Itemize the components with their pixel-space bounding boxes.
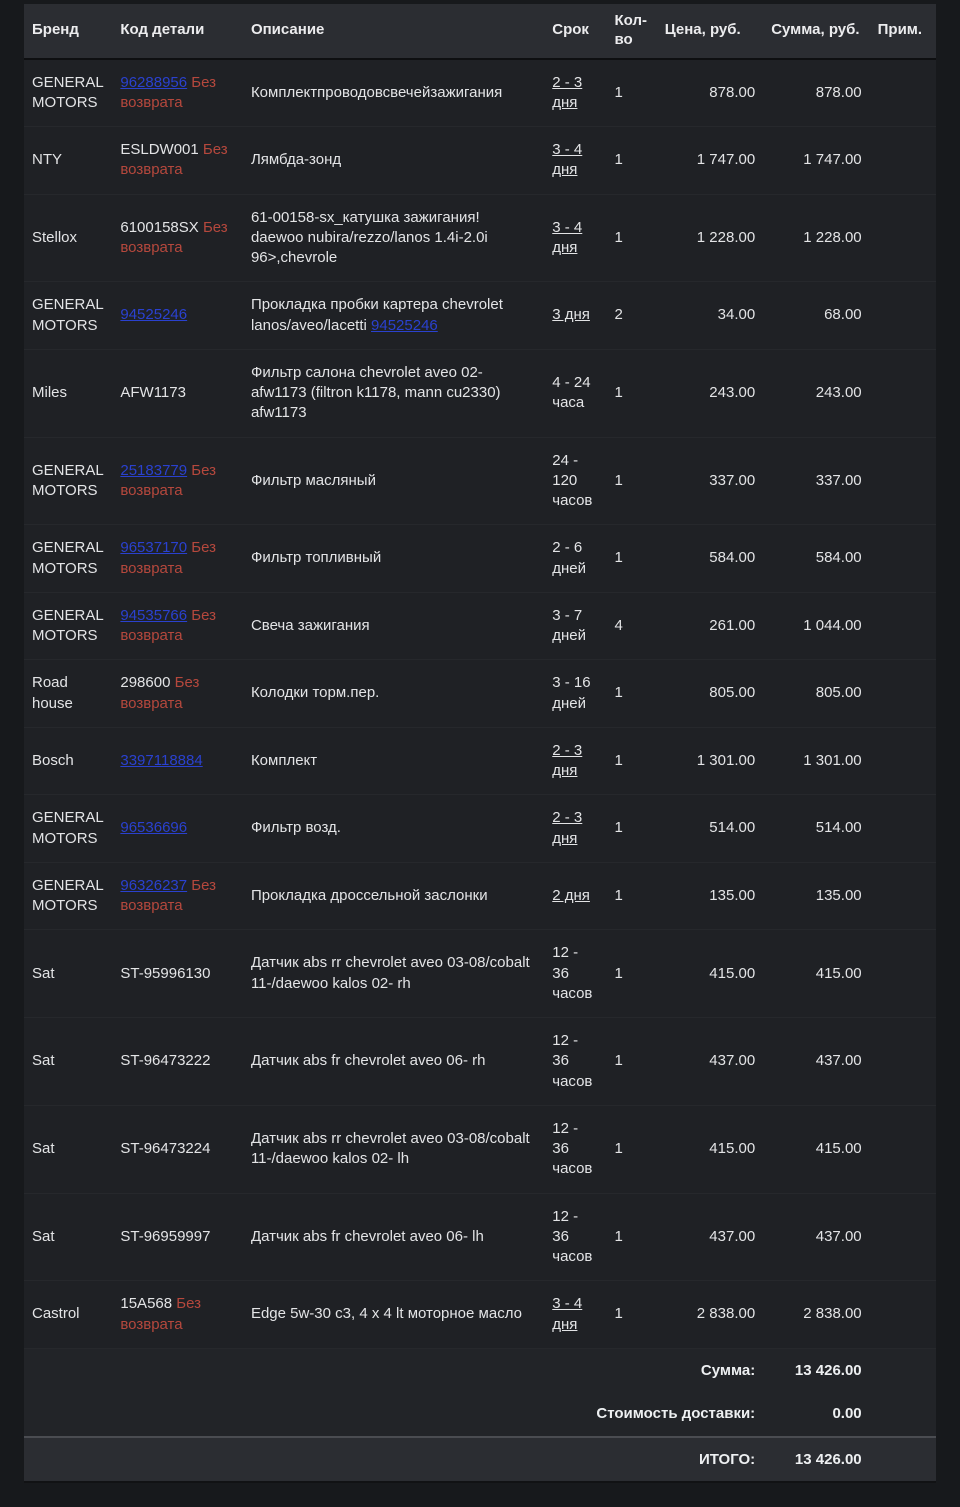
footer-row-delivery bbox=[24, 1392, 936, 1437]
part-code: ST-96959997 bbox=[120, 1227, 211, 1245]
table-row bbox=[24, 795, 936, 863]
term-text: 12 - 36 часов bbox=[552, 1119, 593, 1178]
table-header-row bbox=[24, 4, 936, 59]
note-cell bbox=[870, 930, 936, 1018]
sum-cell: 805.00 bbox=[763, 660, 869, 728]
description-cell: 61-00158-sx_катушка зажигания! daewoo nubira/rezzo/lanos 1.4i-2.0i 96>,chevrole bbox=[243, 194, 544, 282]
qty-cell: 1 bbox=[607, 437, 657, 525]
col-header-code: Код детали bbox=[112, 4, 243, 59]
footer-pad bbox=[870, 1348, 936, 1392]
part-code-link[interactable]: 96326237 bbox=[120, 876, 188, 894]
description-cell: Edge 5w-30 c3, 4 x 4 lt моторное масло bbox=[243, 1281, 544, 1349]
footer-value-delivery: 0.00 bbox=[832, 1405, 862, 1423]
description-cell: Свеча зажигания bbox=[243, 592, 544, 660]
description-cell: Датчик abs rr chevrolet aveo 03-08/cobalt 11-/daewoo kalos 02- rh bbox=[243, 930, 544, 1018]
note-cell bbox=[870, 1105, 936, 1193]
description-cell: Прокладка дроссельной заслонки bbox=[243, 862, 544, 930]
term-text: 12 - 36 часов bbox=[552, 1207, 593, 1265]
description-cell: Датчик abs fr chevrolet aveo 06- lh bbox=[243, 1193, 544, 1281]
description-cell: Фильтр салона chevrolet aveo 02- afw1173 (filtron k1178, mann cu2330) afw1173 bbox=[243, 349, 544, 437]
table-row bbox=[24, 862, 936, 930]
description-cell: Комплектпроводовсвечейзажигания bbox=[243, 59, 544, 127]
no-return-label: Без возврата bbox=[120, 461, 217, 499]
term-text: 24 - 120 часов bbox=[552, 451, 593, 509]
qty-cell: 1 bbox=[607, 127, 657, 195]
code-cell bbox=[112, 282, 243, 350]
code-cell bbox=[112, 349, 243, 437]
no-return-label: Без возврата bbox=[120, 539, 217, 577]
code-cell bbox=[112, 727, 243, 795]
term-link[interactable]: 2 - 3 дня bbox=[552, 809, 583, 847]
note-cell bbox=[870, 282, 936, 350]
qty-cell: 1 bbox=[607, 1018, 657, 1106]
price-cell: 415.00 bbox=[657, 1105, 763, 1193]
brand-cell: Sat bbox=[24, 930, 112, 1018]
price-cell: 805.00 bbox=[657, 660, 763, 728]
code-cell bbox=[112, 930, 243, 1018]
code-cell bbox=[112, 194, 243, 282]
price-cell: 1 747.00 bbox=[657, 127, 763, 195]
code-cell bbox=[112, 1281, 243, 1349]
brand-cell: Bosch bbox=[24, 727, 112, 795]
no-return-label: Без возврата bbox=[120, 73, 217, 111]
term-cell bbox=[544, 194, 606, 282]
term-cell bbox=[544, 1281, 606, 1349]
footer-value-total: 13 426.00 bbox=[763, 1437, 869, 1483]
part-code: ST-95996130 bbox=[120, 964, 211, 982]
sum-cell: 415.00 bbox=[763, 930, 869, 1018]
footer-label-sum: Сумма: bbox=[24, 1348, 763, 1392]
table-footer bbox=[24, 1348, 936, 1482]
no-return-label: Без возврата bbox=[120, 218, 228, 256]
code-cell bbox=[112, 795, 243, 863]
note-cell bbox=[870, 1193, 936, 1281]
description-cell: Комплект bbox=[243, 727, 544, 795]
table-row bbox=[24, 59, 936, 127]
part-code-link[interactable]: 96536696 bbox=[120, 819, 188, 837]
sum-cell: 243.00 bbox=[763, 349, 869, 437]
description-cell: Датчик abs fr chevrolet aveo 06- rh bbox=[243, 1018, 544, 1106]
term-link[interactable]: 2 дня bbox=[552, 886, 590, 904]
brand-cell: Road house bbox=[24, 660, 112, 728]
price-cell: 878.00 bbox=[657, 59, 763, 127]
brand-cell: GENERAL MOTORS bbox=[24, 795, 112, 863]
brand-cell: Stellox bbox=[24, 194, 112, 282]
term-cell bbox=[544, 592, 606, 660]
table-row bbox=[24, 1281, 936, 1349]
price-cell: 34.00 bbox=[657, 282, 763, 350]
brand-cell: Sat bbox=[24, 1105, 112, 1193]
code-cell bbox=[112, 1105, 243, 1193]
price-cell: 437.00 bbox=[657, 1018, 763, 1106]
price-cell: 135.00 bbox=[657, 862, 763, 930]
note-cell bbox=[870, 1281, 936, 1349]
footer-row-total bbox=[24, 1437, 936, 1483]
note-cell bbox=[870, 1018, 936, 1106]
footer-label-total: ИТОГО: bbox=[24, 1437, 763, 1483]
term-text: 2 - 6 дней bbox=[552, 539, 587, 577]
qty-cell: 1 bbox=[607, 660, 657, 728]
brand-cell: GENERAL MOTORS bbox=[24, 59, 112, 127]
price-cell: 1 228.00 bbox=[657, 194, 763, 282]
price-cell: 1 301.00 bbox=[657, 727, 763, 795]
qty-cell: 1 bbox=[607, 862, 657, 930]
description-cell: Фильтр масляный bbox=[243, 437, 544, 525]
table-row bbox=[24, 930, 936, 1018]
note-cell bbox=[870, 349, 936, 437]
qty-cell: 1 bbox=[607, 930, 657, 1018]
table-row bbox=[24, 349, 936, 437]
table-row bbox=[24, 525, 936, 593]
brand-cell: NTY bbox=[24, 127, 112, 195]
table-row bbox=[24, 592, 936, 660]
brand-cell: GENERAL MOTORS bbox=[24, 592, 112, 660]
no-return-label: Без возврата bbox=[120, 876, 217, 914]
sum-cell: 1 747.00 bbox=[763, 127, 869, 195]
brand-cell: Castrol bbox=[24, 1281, 112, 1349]
sum-cell: 2 838.00 bbox=[763, 1281, 869, 1349]
brand-cell: GENERAL MOTORS bbox=[24, 282, 112, 350]
description-cell: Датчик abs rr chevrolet aveo 03-08/cobalt 11-/daewoo kalos 02- lh bbox=[243, 1105, 544, 1193]
description-cell: Фильтр возд. bbox=[243, 795, 544, 863]
sum-cell: 437.00 bbox=[763, 1018, 869, 1106]
term-text: 4 - 24 часа bbox=[552, 373, 591, 412]
price-cell: 437.00 bbox=[657, 1193, 763, 1281]
brand-cell: Sat bbox=[24, 1193, 112, 1281]
code-cell bbox=[112, 862, 243, 930]
sum-cell: 514.00 bbox=[763, 795, 869, 863]
part-code-link[interactable]: 25183779 bbox=[120, 461, 188, 479]
part-code: AFW1173 bbox=[120, 384, 186, 401]
table-row bbox=[24, 727, 936, 795]
table-row bbox=[24, 660, 936, 728]
sum-cell: 337.00 bbox=[763, 437, 869, 525]
term-text: 3 - 7 дней bbox=[552, 606, 587, 644]
qty-cell: 4 bbox=[607, 592, 657, 660]
note-cell bbox=[870, 437, 936, 525]
price-cell: 2 838.00 bbox=[657, 1281, 763, 1349]
qty-cell: 1 bbox=[607, 194, 657, 282]
part-code-link[interactable]: 94525246 bbox=[120, 306, 188, 324]
description-cell: Прокладка пробки картера chevrolet lanos/aveo/lacetti 94525246 bbox=[243, 282, 544, 350]
table-row bbox=[24, 1193, 936, 1281]
code-cell bbox=[112, 592, 243, 660]
col-header-qty: Кол-во bbox=[607, 4, 657, 59]
description-cell: Фильтр топливный bbox=[243, 525, 544, 593]
part-code: ST-96473222 bbox=[120, 1052, 211, 1070]
sum-cell: 437.00 bbox=[763, 1193, 869, 1281]
col-header-note: Прим. bbox=[870, 4, 936, 59]
code-cell bbox=[112, 1018, 243, 1106]
term-text: 12 - 36 часов bbox=[552, 1032, 593, 1090]
part-code: 298600 bbox=[120, 674, 171, 692]
term-cell bbox=[544, 437, 606, 525]
term-link[interactable]: 2 - 3 дня bbox=[552, 73, 583, 111]
table-row bbox=[24, 437, 936, 525]
term-text: 3 - 16 дней bbox=[552, 674, 591, 712]
code-cell bbox=[112, 127, 243, 195]
brand-cell: GENERAL MOTORS bbox=[24, 525, 112, 593]
part-code: ST-96473224 bbox=[120, 1140, 211, 1157]
term-cell bbox=[544, 727, 606, 795]
code-cell bbox=[112, 525, 243, 593]
term-cell bbox=[544, 1018, 606, 1106]
no-return-label: Без возврата bbox=[120, 1295, 201, 1333]
brand-cell: Miles bbox=[24, 349, 112, 437]
footer-pad bbox=[870, 1392, 936, 1437]
description-cell: Колодки торм.пер. bbox=[243, 660, 544, 728]
brand-cell: Sat bbox=[24, 1018, 112, 1106]
no-return-label: Без возврата bbox=[120, 674, 200, 712]
term-cell bbox=[544, 1105, 606, 1193]
term-link[interactable]: 3 - 4 дня bbox=[552, 218, 583, 256]
description-code-link[interactable]: 94525246 bbox=[371, 316, 438, 334]
qty-cell: 1 bbox=[607, 727, 657, 795]
term-cell bbox=[544, 930, 606, 1018]
sum-cell: 584.00 bbox=[763, 525, 869, 593]
col-header-price: Цена, руб. bbox=[657, 4, 763, 59]
col-header-description: Описание bbox=[243, 4, 544, 59]
note-cell bbox=[870, 592, 936, 660]
part-code: ESLDW001 bbox=[120, 141, 199, 158]
sum-cell: 1 228.00 bbox=[763, 194, 869, 282]
footer-label-delivery: Стоимость доставки: bbox=[596, 1405, 756, 1423]
note-cell bbox=[870, 127, 936, 195]
code-cell bbox=[112, 437, 243, 525]
part-code: 6100158SX bbox=[120, 218, 199, 236]
qty-cell: 1 bbox=[607, 59, 657, 127]
note-cell bbox=[870, 59, 936, 127]
term-text: 12 - 36 часов bbox=[552, 944, 593, 1002]
term-cell bbox=[544, 525, 606, 593]
sum-cell: 415.00 bbox=[763, 1105, 869, 1193]
code-cell bbox=[112, 660, 243, 728]
footer-value-sum: 13 426.00 bbox=[763, 1348, 869, 1392]
note-cell bbox=[870, 795, 936, 863]
qty-cell: 1 bbox=[607, 1105, 657, 1193]
note-cell bbox=[870, 660, 936, 728]
code-cell bbox=[112, 1193, 243, 1281]
term-link[interactable]: 3 дня bbox=[552, 306, 590, 324]
sum-cell: 135.00 bbox=[763, 862, 869, 930]
part-code: 15A568 bbox=[120, 1295, 173, 1313]
note-cell bbox=[870, 727, 936, 795]
table-row bbox=[24, 127, 936, 195]
table-row bbox=[24, 194, 936, 282]
col-header-sum: Сумма, руб. bbox=[763, 4, 869, 59]
table-row bbox=[24, 1018, 936, 1106]
sum-cell: 68.00 bbox=[763, 282, 869, 350]
footer-pad bbox=[870, 1437, 936, 1483]
parts-table bbox=[24, 4, 936, 1483]
col-header-brand: Бренд bbox=[24, 4, 112, 59]
no-return-label: Без возврата bbox=[120, 141, 228, 179]
qty-cell: 1 bbox=[607, 525, 657, 593]
term-link[interactable]: 3 - 4 дня bbox=[552, 141, 583, 179]
part-code-link[interactable]: 96288956 bbox=[120, 73, 188, 91]
col-header-term: Срок bbox=[544, 4, 606, 59]
term-link[interactable]: 2 - 3 дня bbox=[552, 741, 583, 779]
term-cell bbox=[544, 127, 606, 195]
table-body bbox=[24, 59, 936, 1349]
qty-cell: 2 bbox=[607, 282, 657, 350]
price-cell: 514.00 bbox=[657, 795, 763, 863]
term-link[interactable]: 3 - 4 дня bbox=[552, 1295, 583, 1333]
brand-cell: GENERAL MOTORS bbox=[24, 862, 112, 930]
price-cell: 584.00 bbox=[657, 525, 763, 593]
note-cell bbox=[870, 862, 936, 930]
sum-cell: 1 301.00 bbox=[763, 727, 869, 795]
price-cell: 415.00 bbox=[657, 930, 763, 1018]
brand-cell: GENERAL MOTORS bbox=[24, 437, 112, 525]
table-row bbox=[24, 1105, 936, 1193]
note-cell bbox=[870, 194, 936, 282]
term-cell bbox=[544, 1193, 606, 1281]
term-cell bbox=[544, 862, 606, 930]
qty-cell: 1 bbox=[607, 795, 657, 863]
price-cell: 337.00 bbox=[657, 437, 763, 525]
sum-cell: 878.00 bbox=[763, 59, 869, 127]
description-cell: Лямбда-зонд bbox=[243, 127, 544, 195]
term-cell bbox=[544, 660, 606, 728]
price-cell: 261.00 bbox=[657, 592, 763, 660]
sum-cell: 1 044.00 bbox=[763, 592, 869, 660]
qty-cell: 1 bbox=[607, 1281, 657, 1349]
footer-row-sum bbox=[24, 1348, 936, 1392]
qty-cell: 1 bbox=[607, 1193, 657, 1281]
note-cell bbox=[870, 525, 936, 593]
term-cell bbox=[544, 282, 606, 350]
term-cell bbox=[544, 59, 606, 127]
qty-cell: 1 bbox=[607, 349, 657, 437]
table-row bbox=[24, 282, 936, 350]
part-code-link[interactable]: 94535766 bbox=[120, 606, 188, 624]
code-cell bbox=[112, 59, 243, 127]
no-return-label: Без возврата bbox=[120, 606, 217, 644]
part-code-link[interactable]: 96537170 bbox=[120, 539, 188, 557]
term-cell bbox=[544, 795, 606, 863]
term-cell bbox=[544, 349, 606, 437]
price-cell: 243.00 bbox=[657, 349, 763, 437]
part-code-link[interactable]: 3397118884 bbox=[120, 751, 203, 769]
